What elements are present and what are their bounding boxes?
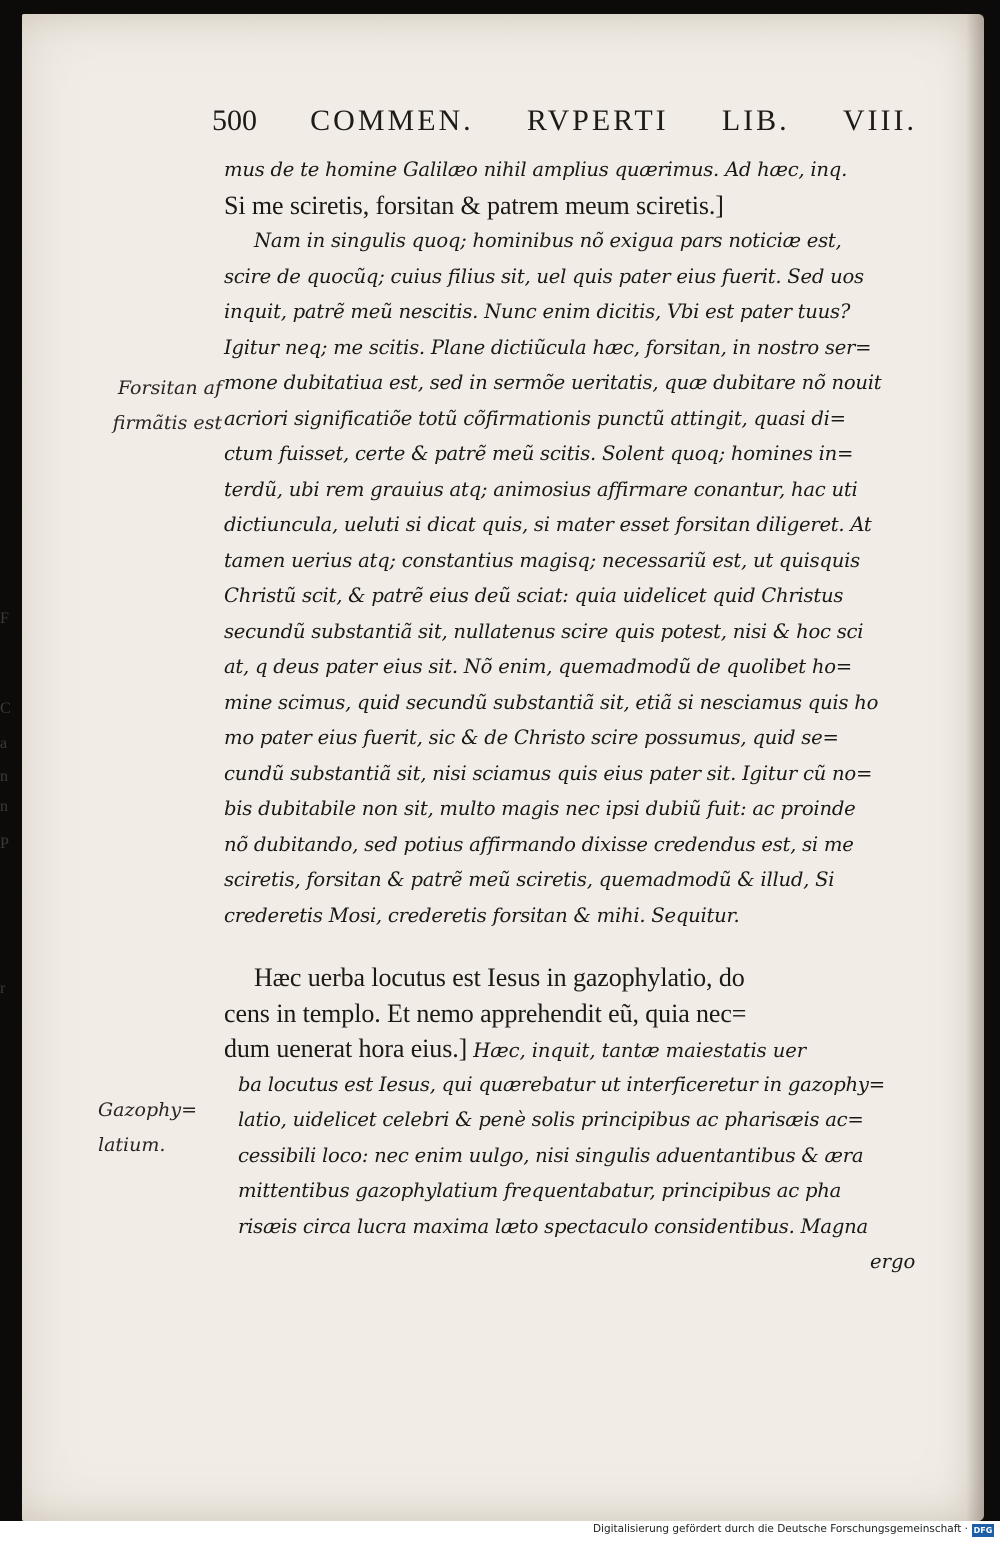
- text-line: cens in templo. Et nemo apprehendit eũ, quia nec=: [224, 998, 747, 1028]
- text-line: cundũ substantiã sit, nisi sciamus quis eius pater sit. Igitur cũ no=: [224, 761, 873, 785]
- digitization-footer: [0, 1521, 1000, 1541]
- text-line: terdũ, ubi rem grauius atq; animosius affirmare conantur, hac uti: [224, 477, 858, 501]
- marginal-note-line: Gazophy=: [98, 1099, 198, 1121]
- body-text-block-1: [224, 152, 929, 933]
- bleed-letter: n: [0, 768, 8, 785]
- bleed-letter: r: [0, 980, 6, 997]
- text-line: ctum fuisset, certe & patrẽ meũ scitis. Solent quoq; homines in=: [224, 442, 854, 465]
- text-line: cessibili loco: nec enim uulgo, nisi singulis aduentantibus & æra: [238, 1143, 864, 1167]
- bleed-letter: F: [0, 610, 9, 627]
- text-line: tamen uerius atq; constantius magisq; necessariũ est, ut quisquis: [224, 548, 860, 572]
- bleed-letter: n: [0, 798, 8, 815]
- catchword: ergo: [870, 1250, 916, 1273]
- text-line: at, q deus pater eius sit. Nõ enim, quemadmodũ de quolibet ho=: [224, 655, 852, 678]
- text-line: mus de te homine Galilæo nihil amplius quærimus. Ad hæc, inq.: [224, 158, 848, 181]
- marginal-note-gazophylatium: [98, 1093, 232, 1163]
- funding-credit: Digitalisierung gefördert durch die Deutsche Forschungsgemeinschaft ·: [592, 1523, 968, 1535]
- text-line: ba locutus est Iesus, qui quærebatur ut interficeretur in gazophy=: [238, 1072, 885, 1096]
- text-line: Si me sciretis, forsitan & patrem meum sciretis.]: [224, 190, 724, 220]
- bleed-letter: P: [0, 835, 9, 852]
- page-number: 500: [212, 104, 257, 137]
- text-line: dictiuncula, ueluti si dicat quis, si mater esset forsitan diligeret. At: [224, 513, 872, 536]
- dfg-logo: DFG: [973, 1526, 993, 1535]
- text-line: mittentibus gazophylatium frequentabatur, principibus ac pha: [238, 1179, 842, 1202]
- running-title-word: COMMEN.: [310, 104, 474, 137]
- marginal-note-line: firmãtis est: [112, 412, 222, 434]
- running-title-word: LIB.: [721, 104, 790, 137]
- text-line: [224, 1031, 929, 1067]
- marginal-note-forsitan: [98, 371, 222, 441]
- text-line: secundũ substantiã sit, nullatenus scire quis potest, nisi & hoc sci: [224, 619, 864, 643]
- text-line: risæis circa lucra maxima læto spectaculo considentibus. Magna: [238, 1214, 868, 1238]
- running-title-word: RVPERTI: [526, 104, 669, 137]
- text-line: inquit, patrẽ meũ nescitis. Nunc enim dicitis, Vbi est pater tuus?: [224, 300, 851, 323]
- bleed-letter: C: [0, 700, 11, 717]
- body-text-block-2: [224, 960, 929, 1244]
- text-line: bis dubitabile non sit, multo magis nec ipsi dubiũ fuit: ac proinde: [224, 797, 856, 820]
- bleed-letter: a: [0, 735, 8, 752]
- text-line: sciretis, forsitan & patrẽ meũ sciretis, quemadmodũ & illud, Si: [224, 868, 835, 891]
- text-line: acriori significatiõe totũ cõfirmationis punctũ attingit, quasi di=: [224, 406, 846, 430]
- text-line: mone dubitatiua est, sed in sermõe ueritatis, quæ dubitare nõ nouit: [224, 371, 882, 394]
- text-line: latio, uidelicet celebri & penè solis principibus ac pharisæis ac=: [238, 1108, 864, 1131]
- marginal-note-line: Forsitan af: [117, 377, 222, 399]
- text-line: Igitur neq; me scitis. Plane dictiũcula hæc, forsitan, in nostro ser=: [224, 335, 872, 359]
- text-line: scire de quocũq; cuius filius sit, uel quis pater eius fuerit. Sed uos: [224, 264, 864, 288]
- page-edge-shadow: [966, 14, 984, 1521]
- running-title-word: VIII.: [842, 104, 917, 137]
- commentary-text: Hæc, inquit, tantæ maiestatis uer: [467, 1039, 807, 1062]
- text-line: crederetis Mosi, crederetis forsitan & mihi. Sequitur.: [224, 903, 740, 927]
- text-line: Hæc uerba locutus est Iesus in gazophylatio, do: [254, 963, 745, 992]
- text-line: nõ dubitando, sed potius affirmando dixisse credendus est, si me: [224, 832, 854, 856]
- text-line: mine scimus, quid secundũ substantiã sit, etiã si nesciamus quis ho: [224, 690, 879, 714]
- lemma-text: dum uenerat hora eius.]: [224, 1034, 468, 1063]
- text-line: Nam in singulis quoq; hominibus nõ exigua pars noticiæ est,: [254, 229, 842, 252]
- text-line: mo pater eius fuerit, sic & de Christo scire possumus, quid se=: [224, 726, 839, 749]
- running-header: [212, 104, 917, 138]
- text-line: Christũ scit, & patrẽ eius deũ sciat: quia uidelicet quid Christus: [224, 584, 844, 607]
- marginal-note-line: latium.: [98, 1134, 166, 1156]
